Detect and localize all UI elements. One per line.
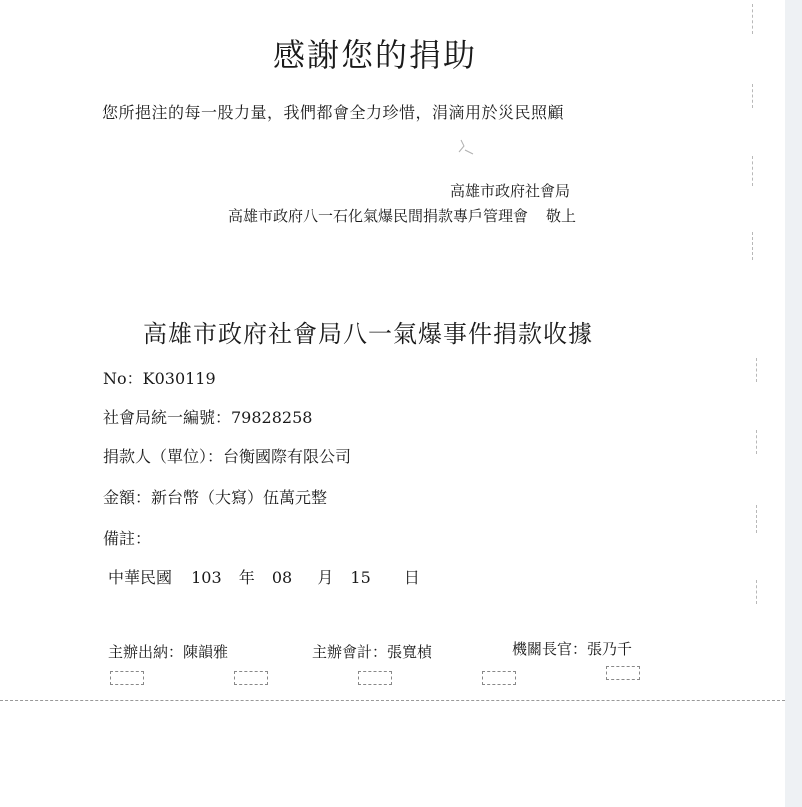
edge-mark [752, 156, 759, 186]
signature-closing: 敬上 [546, 207, 577, 225]
seal-box [234, 671, 268, 685]
receipt-number: No：K030119 [103, 369, 216, 388]
receipt-title: 高雄市政府社會局八一氣爆事件捐款收據 [143, 320, 593, 348]
signature-org-committee: 高雄市政府八一石化氣爆民間捐款專戶管理會 [228, 207, 529, 225]
receipt-tax-id: 社會局統一編號：79828258 [103, 408, 313, 427]
date-month-unit: 月 [317, 568, 334, 587]
date-year-unit: 年 [238, 568, 255, 587]
date-day: 15 [350, 568, 371, 587]
signatory-head: 機關長官：張乃千 [512, 640, 633, 658]
seal-box [482, 671, 516, 685]
seal-box [358, 671, 392, 685]
seal-box [110, 671, 144, 685]
date-month: 08 [271, 568, 293, 587]
edge-mark [752, 232, 759, 260]
ink-mark [455, 138, 477, 158]
thank-you-message: 您所挹注的每一股力量，我們都會全力珍惜，涓滴用於災民照顧 [102, 103, 565, 122]
date-year: 103 [191, 568, 222, 587]
edge-mark [752, 84, 759, 108]
page-edge-strip [785, 0, 802, 807]
thank-you-title: 感謝您的捐助 [272, 36, 477, 74]
edge-mark [752, 4, 759, 34]
edge-mark [756, 580, 763, 604]
edge-mark [756, 505, 763, 533]
receipt-donor: 捐款人（單位）：台衡國際有限公司 [103, 447, 352, 466]
signatory-accountant: 主辦會計：張寬楨 [312, 643, 433, 661]
seal-box [606, 666, 640, 680]
edge-mark [756, 358, 763, 382]
cut-line [0, 700, 785, 701]
signatory-cashier: 主辦出納：陳韻雅 [108, 643, 229, 661]
receipt-date [108, 565, 420, 588]
date-day-unit: 日 [403, 568, 420, 587]
signature-org-social-bureau: 高雄市政府社會局 [450, 182, 571, 200]
signature-line [228, 205, 576, 226]
receipt-amount: 金額：新台幣（大寫）伍萬元整 [103, 488, 328, 507]
receipt-remarks: 備註： [103, 529, 152, 548]
date-era: 中華民國 [108, 568, 173, 587]
edge-mark [756, 430, 763, 454]
